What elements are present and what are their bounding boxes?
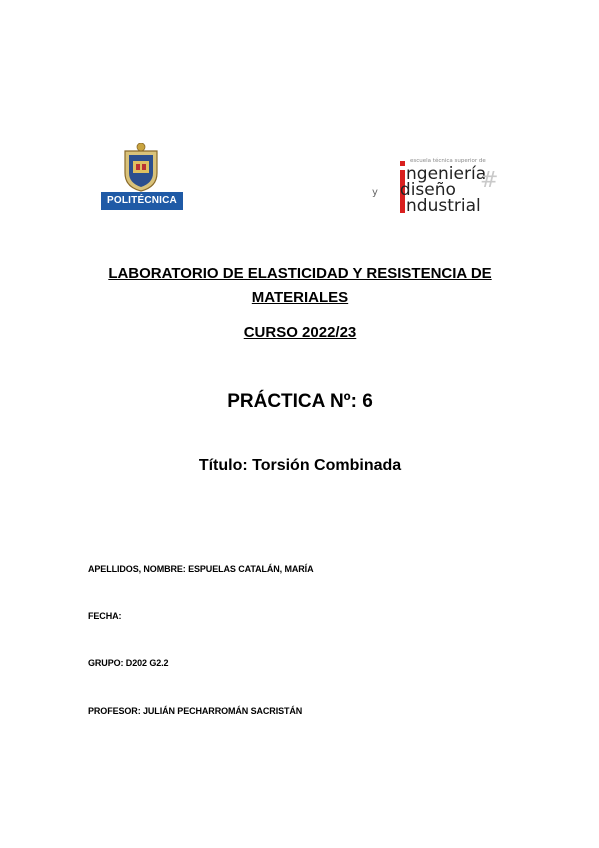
field-professor: PROFESOR: JULIÁN PECHARROMÁN SACRISTÁN: [88, 706, 303, 716]
title-line-1: LABORATORIO DE ELASTICIDAD Y RESISTENCIA DE: [108, 265, 492, 282]
etsidi-hash-icon: #: [480, 168, 499, 193]
etsidi-logo: [364, 156, 510, 220]
upm-label: POLITÉCNICA: [101, 192, 183, 210]
field-name: APELLIDOS, NOMBRE: ESPUELAS CATALÁN, MARÍA: [88, 564, 314, 574]
field-date: FECHA:: [88, 611, 122, 621]
field-group: GRUPO: D202 G2.2: [88, 658, 169, 668]
etsidi-dot-icon: [400, 161, 405, 166]
course-label: CURSO 2022/23: [243, 324, 357, 341]
document-title: [60, 262, 540, 310]
title-line-2: MATERIALES: [251, 289, 349, 306]
etsidi-word-3: ndustrial: [406, 196, 481, 216]
etsidi-small-text: escuela técnica superior de: [410, 158, 486, 164]
upm-logo: [101, 143, 183, 213]
practice-title: Título: Torsión Combinada: [198, 457, 402, 474]
etsidi-word-1: ngeniería: [406, 164, 487, 184]
practice-number: PRÁCTICA Nº: 6: [227, 391, 373, 412]
etsidi-word-2-prefix: y: [372, 187, 378, 198]
etsidi-word-2-main: diseño: [399, 180, 456, 200]
upm-crest-icon: [119, 143, 163, 192]
